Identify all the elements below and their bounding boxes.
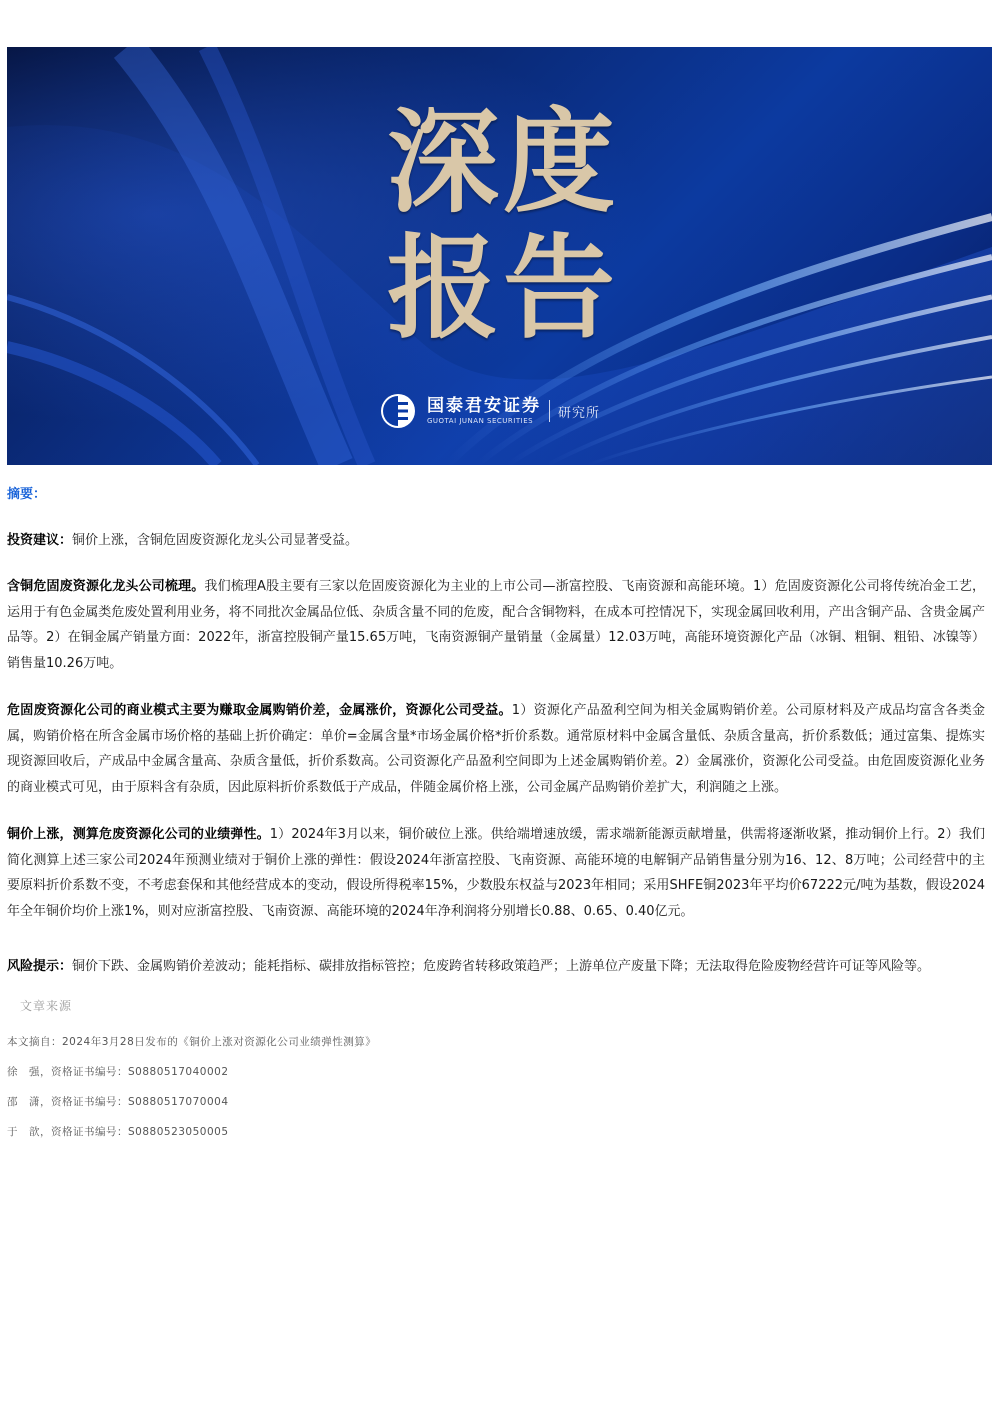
analyst-credential: 徐 强，资格证书编号：S0880517040002 [7,1066,229,1078]
paragraph-earnings-elasticity [7,822,985,924]
brand-divider [549,400,550,422]
brand-english-name: GUOTAI JUNAN SECURITIES [427,417,534,425]
paragraph-heading: 含铜危固废资源化龙头公司梳理。 [7,579,205,594]
brand-name: 国泰君安证券 [427,396,541,416]
guotai-junan-logo-icon [379,392,417,430]
brand-logo [379,391,600,431]
brand-department: 研究所 [558,405,601,421]
paragraph-business-model [7,698,985,800]
paragraph-investment-advice [7,528,985,554]
analyst-credential: 于 歆，资格证书编号：S0880523050005 [7,1126,229,1138]
banner-title-line2: 报告 [387,223,619,354]
paragraph-body: 铜价上涨，含铜危固废资源化龙头公司显著受益。 [72,533,359,548]
paragraph-heading: 投资建议： [7,533,73,548]
abstract-label: 摘要： [7,487,47,502]
banner-title-line1: 深度 [387,97,619,228]
paragraph-heading: 铜价上涨，测算危废资源化公司的业绩弹性。 [7,827,270,842]
paragraph-company-overview [7,574,985,676]
analyst-credential: 邵 潇，资格证书编号：S0880517070004 [7,1096,229,1108]
paragraph-body: 1）2024年3月以来，铜价破位上涨。供给端增速放缓，需求端新能源贡献增量，供需将逐渐收紧，推动铜价上行。2）我们简化测算上述三家公司2024年预测业绩对于铜价上涨的弹性：假设2024年浙富控股、飞南资源、高能环境的电解铜产品销售量分别为16、12、8万吨；公司经营中的主要原料折价系数不变，不考虑套保和其他经营成本的变动，假设所得税率15%，少数股东权益与2023年相同；采用SHFE铜2023年平均价67222元/吨为基数，假设2024年全年铜价均价上涨1%，则对应浙富控股、飞南资源、高能环境的2024年净利润将分别增长0.88、0.65、0.40亿元。 [7,827,985,919]
source-label: 文章来源 [20,999,73,1013]
cover-banner [7,47,992,465]
source-citation: 本文摘自：2024年3月28日发布的《铜价上涨对资源化公司业绩弹性测算》 [7,1036,377,1048]
paragraph-body: 铜价下跌、金属购销价差波动；能耗指标、碳排放指标管控；危废跨省转移政策趋严；上游单位产废量下降；无法取得危险废物经营许可证等风险等。 [72,959,931,974]
paragraph-body: 1）资源化产品盈利空间为相关金属购销价差。公司原材料及产成品均富含各类金属，购销价格在所含金属市场价格的基础上折价确定：单价=金属含量*市场金属价格*折价系数。通常原材料中金属含量低、杂质含量高，折价系数低；通过富集、提炼实现资源回收后，产成品中金属含量高、杂质含量低，折价系数高。公司资源化产品盈利空间即为上述金属购销价差。2）金属涨价，资源化公司受益。由危固废资源化业务的商业模式可见，由于原料含有杂质，因此原料折价系数低于产成品，伴随金属价格上涨，公司金属产品购销价差扩大，利润随之上涨。 [7,703,985,795]
paragraph-heading: 危固废资源化公司的商业模式主要为赚取金属购销价差，金属涨价，资源化公司受益。 [7,703,512,718]
brand-text [427,396,541,426]
paragraph-risk-warning [7,954,985,980]
paragraph-heading: 风险提示： [7,959,73,974]
paragraph-body: 我们梳理A股主要有三家以危固废资源化为主业的上市公司—浙富控股、飞南资源和高能环境。1）危固废资源化公司将传统冶金工艺，运用于有色金属类危废处置利用业务，将不同批次金属品位低、杂质含量不同的危废，配合含铜物料，在成本可控情况下，实现金属回收利用，产出含铜产品、含贵金属产品等。2）在铜金属产销量方面：2022年，浙富控股铜产量15.65万吨，飞南资源铜产量销量（金属量）12.03万吨，高能环境资源化产品（冰铜、粗铜、粗铅、冰镍等）销售量10.26万吨。 [7,579,985,671]
